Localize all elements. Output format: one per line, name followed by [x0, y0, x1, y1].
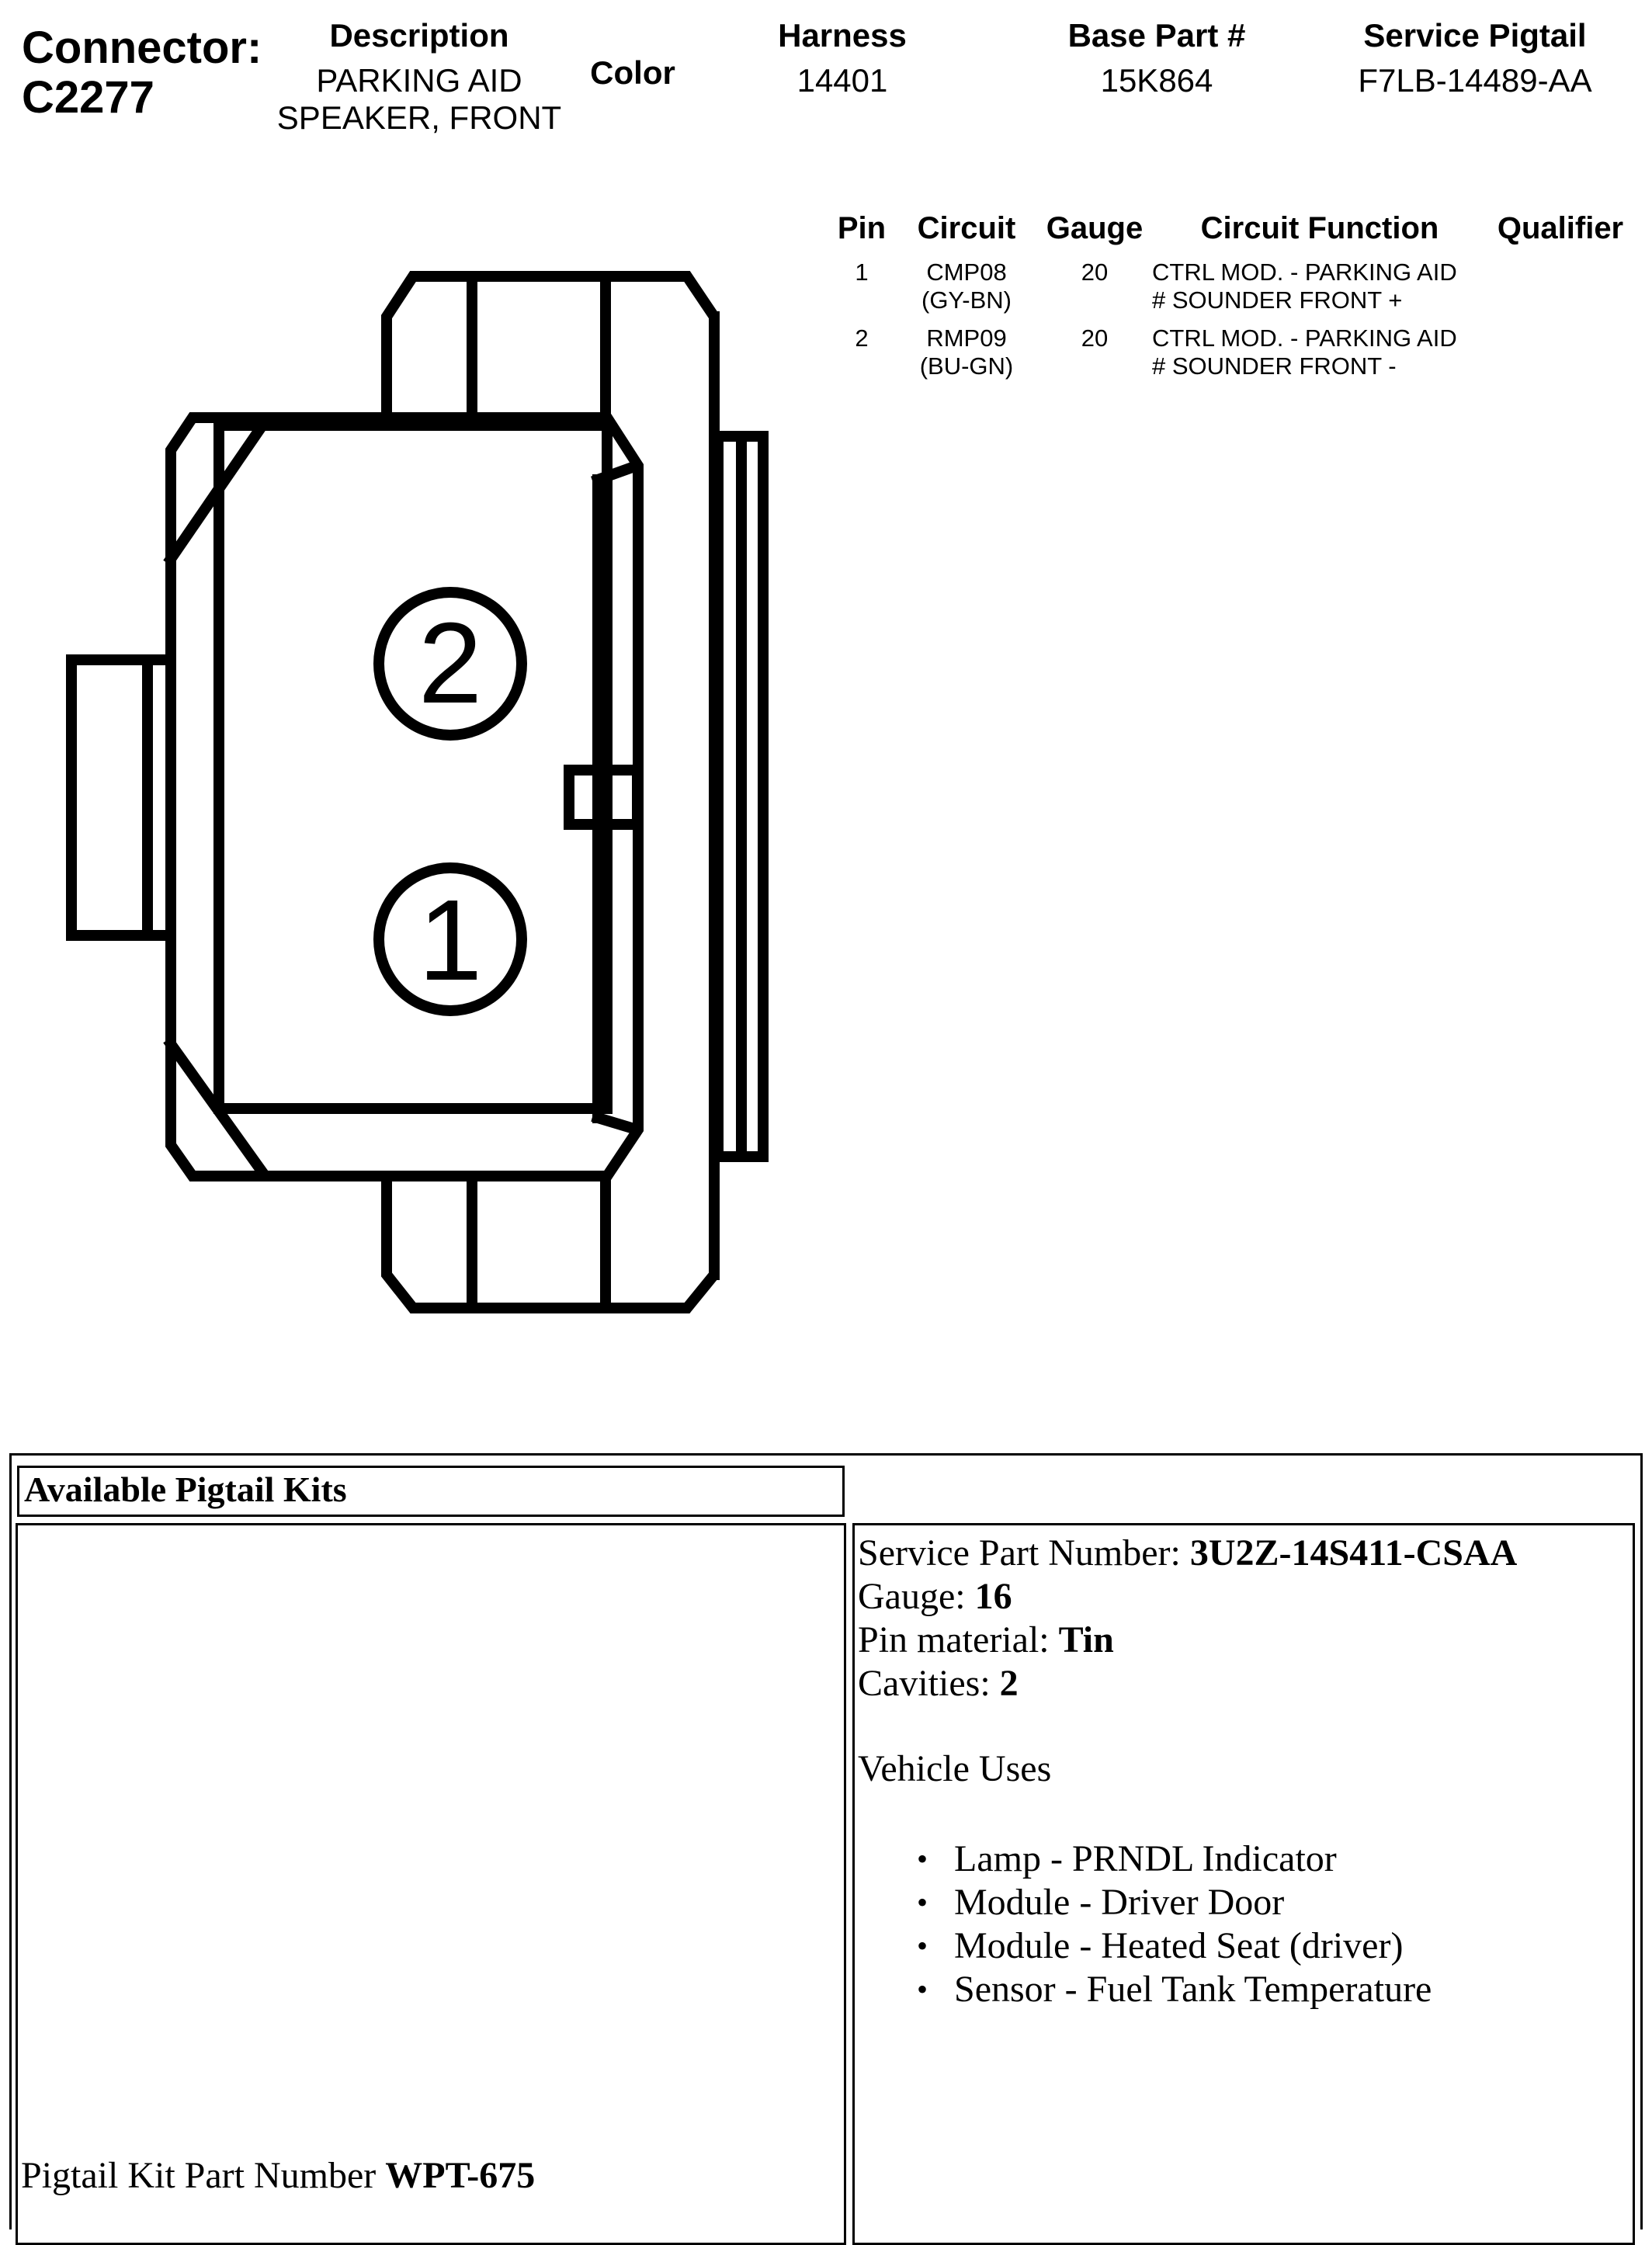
- pin-number: 2: [855, 324, 869, 352]
- bottom-latch: [387, 1176, 714, 1308]
- pigtail-kits-title-cell: [17, 1466, 845, 1517]
- vehicle-use-item: • Lamp - PRNDL Indicator: [858, 1837, 1633, 1881]
- circuit-color: (GY-BN): [921, 286, 1012, 314]
- function-line1: CTRL MOD. - PARKING AID: [1152, 259, 1457, 286]
- connector-label: Connector:: [22, 23, 262, 73]
- function-cell: [1152, 259, 1457, 314]
- circuit-header: Circuit: [917, 211, 1016, 245]
- connector-face-diagram: [0, 0, 823, 1335]
- top-latch: [387, 276, 714, 418]
- cavity-1-label: 1: [418, 876, 483, 1005]
- pin-material-label: Pin material:: [858, 1619, 1059, 1660]
- pigtail-kits-title: Available Pigtail Kits: [24, 1469, 347, 1509]
- vehicle-use-item: • Module - Heated Seat (driver): [858, 1924, 1633, 1968]
- circuit-color: (BU-GN): [919, 352, 1014, 380]
- pin-material-value: Tin: [1058, 1619, 1114, 1660]
- service-part-value: 3U2Z-14S411-CSAA: [1189, 1532, 1518, 1574]
- harness-label: Harness: [778, 17, 907, 54]
- connector-id: C2277: [22, 72, 154, 123]
- vehicle-use-item: • Sensor - Fuel Tank Temperature: [858, 1968, 1633, 2011]
- service-part-label: Service Part Number:: [858, 1532, 1190, 1574]
- cavities-label: Cavities:: [858, 1663, 1000, 1704]
- color-label: Color: [590, 54, 675, 91]
- pigtail-details: [855, 1525, 1633, 2011]
- kit-part-label: Pigtail Kit Part Number: [21, 2155, 386, 2196]
- gauge-label: Gauge:: [858, 1576, 975, 1617]
- circuit-id: CMP08: [926, 259, 1007, 286]
- function-line2: # SOUNDER FRONT +: [1152, 286, 1403, 314]
- harness-value: 14401: [796, 62, 888, 99]
- base-part-value: 15K864: [1100, 62, 1213, 99]
- function-cell: [1152, 324, 1457, 380]
- pigtail-kit-part-number: [21, 2154, 535, 2198]
- gauge-header: Gauge: [1046, 211, 1144, 245]
- service-part-number: [858, 1532, 1633, 1575]
- left-ear: [71, 660, 171, 935]
- base-part-label: Base Part #: [1067, 17, 1246, 54]
- pigtail-kit-cell: [16, 1523, 846, 2245]
- function-line2: # SOUNDER FRONT -: [1152, 352, 1397, 380]
- qualifier-header: Qualifier: [1497, 211, 1624, 245]
- description-label: Description: [329, 17, 509, 54]
- function-line1: CTRL MOD. - PARKING AID: [1152, 324, 1457, 352]
- cavities-line: [858, 1662, 1633, 1705]
- circuit-cell: [901, 259, 1032, 314]
- gauge-cell: 20: [1081, 259, 1109, 286]
- vehicle-use-item: • Module - Driver Door: [858, 1881, 1633, 1924]
- kit-part-value: WPT-675: [385, 2155, 536, 2196]
- description-line2: SPEAKER, FRONT: [276, 99, 562, 136]
- vehicle-uses-label: Vehicle Uses: [858, 1748, 1052, 1789]
- pin-number: 1: [855, 259, 869, 286]
- circuit-function-header: Circuit Function: [1200, 211, 1439, 245]
- gauge-cell: 20: [1081, 324, 1109, 352]
- gauge-line: [858, 1575, 1633, 1619]
- service-pigtail-value: F7LB-14489-AA: [1358, 62, 1592, 99]
- vehicle-uses-list: [858, 1837, 1633, 2011]
- description-line1: PARKING AID: [316, 62, 522, 99]
- service-pigtail-label: Service Pigtail: [1363, 17, 1587, 54]
- cavity-2-label: 2: [418, 599, 483, 727]
- circuit-cell: [901, 324, 1032, 380]
- gauge-value: 16: [974, 1576, 1012, 1617]
- pin-header: Pin: [837, 211, 887, 245]
- cavities-value: 2: [999, 1663, 1019, 1704]
- pin-material-line: [858, 1619, 1633, 1662]
- circuit-id: RMP09: [926, 324, 1007, 352]
- pigtail-details-cell: [852, 1523, 1635, 2245]
